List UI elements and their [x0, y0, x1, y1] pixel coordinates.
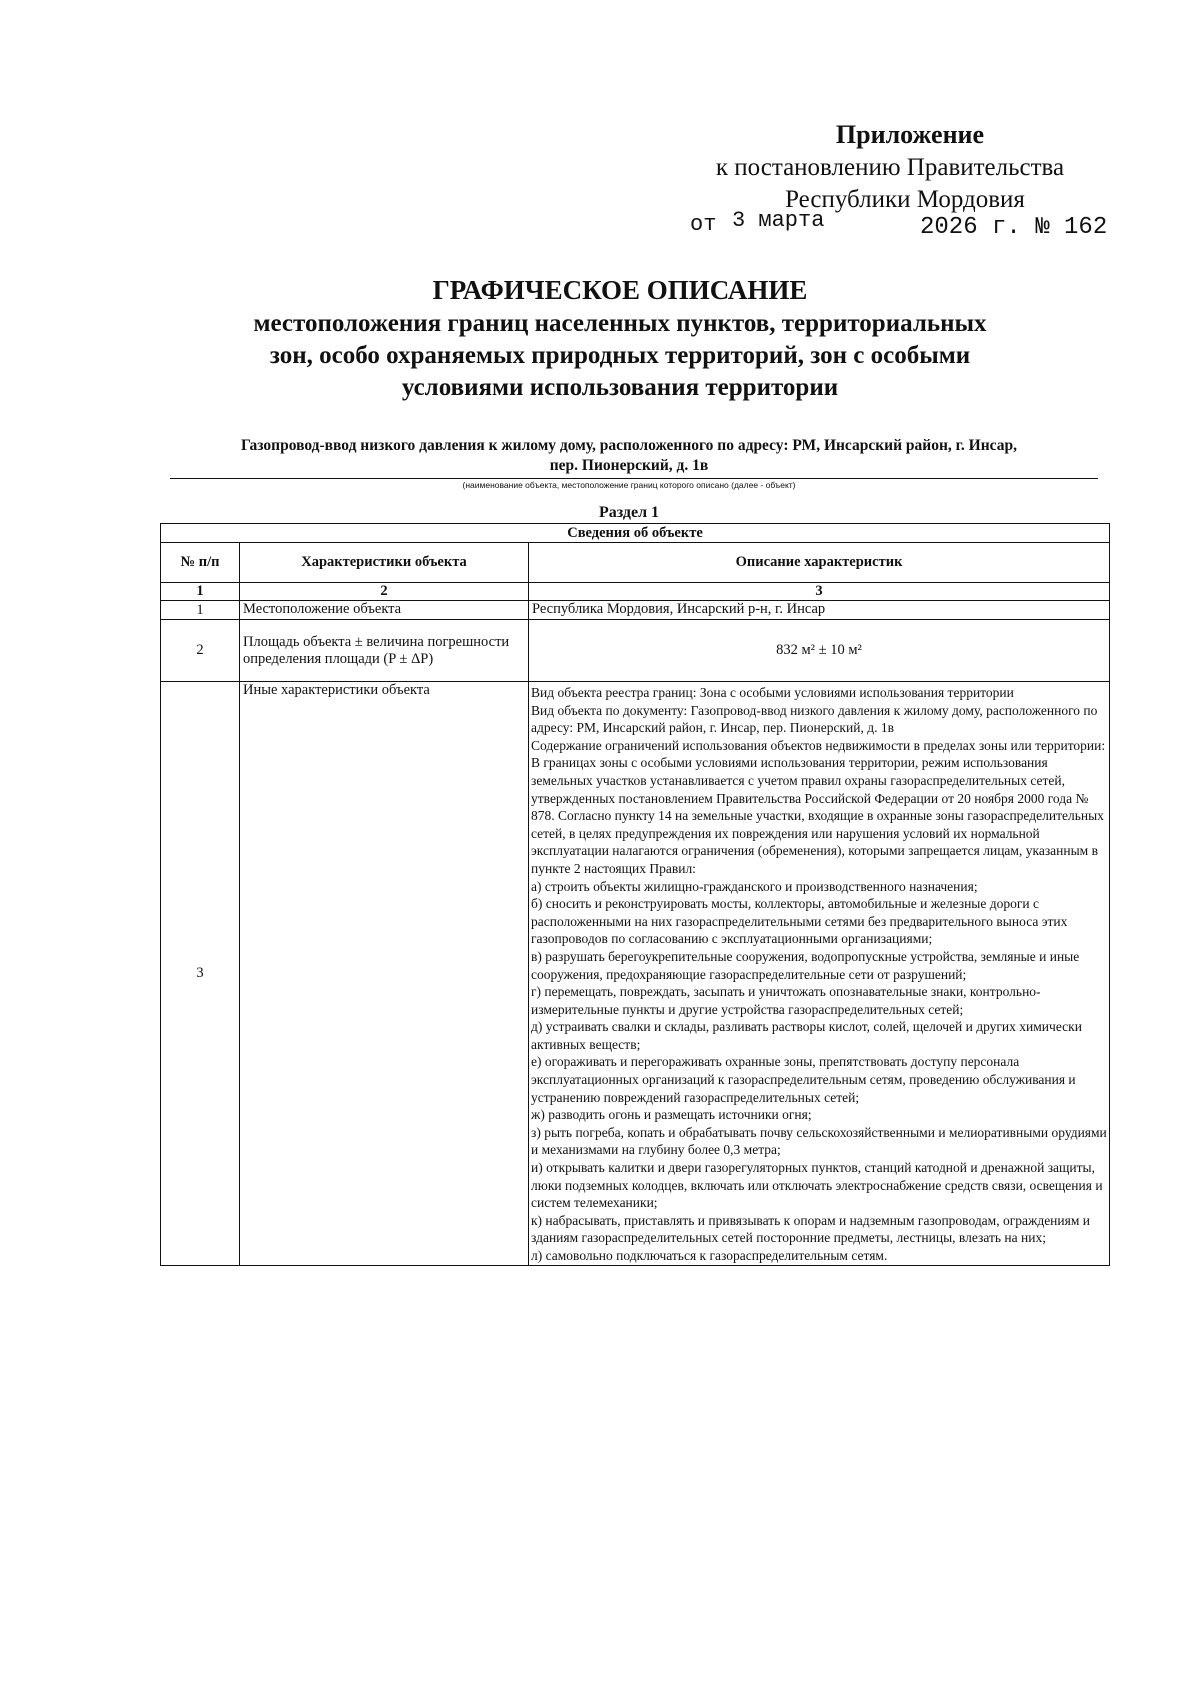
row-num: 1: [161, 601, 240, 620]
appendix-header: [680, 118, 1100, 216]
object-name-line-1: Газопровод-ввод низкого давления к жилому дому, расположенного по адресу: РМ, Инсарский район, г. Инсар,: [241, 437, 1017, 454]
row-characteristic: Местоположение объекта: [240, 601, 529, 620]
desc-paragraph: а) строить объекты жилищно-гражданского и производственного назначения;: [531, 878, 978, 894]
object-caption: (наименование объекта, местоположение границ которого описано (далее - объект): [462, 480, 796, 490]
row-description: Республика Мордовия, Инсарский р-н, г. Инсар: [529, 601, 1110, 620]
desc-paragraph: Вид объекта по документу: Газопровод-ввод низкого давления к жилому дому, расположенного по адресу: РМ, Инсарский район, г. Инсар, пер. Пионерский, д. 1в: [531, 702, 1098, 736]
object-underline: [170, 478, 1098, 479]
header-characteristic: Характеристики объекта: [240, 543, 529, 583]
object-name-line-2: пер. Пионерский, д. 1в: [549, 457, 709, 474]
row-description-restrictions: [529, 682, 1110, 1266]
row-description: 832 м² ± 10 м²: [529, 620, 1110, 682]
header-description: Описание характеристик: [529, 543, 1110, 583]
appendix-line-2: Республики Мордовия: [785, 186, 1025, 213]
title-line-3: условиями использования территории: [401, 374, 839, 401]
desc-paragraph: е) огораживать и перегораживать охранные зоны, препятствовать доступу персонала эксплуатационных организаций к газораспределительным сетям, проведению обслуживания и устранению повреждений газораспределительных сетей;: [531, 1054, 1076, 1105]
row-num: 3: [161, 682, 240, 1266]
date-prefix: от: [690, 212, 717, 237]
table-row: [161, 620, 1110, 682]
table-title: Сведения об объекте: [161, 524, 1110, 543]
desc-paragraph: Содержание ограничений использования объектов недвижимости в пределах зоны или территории: В границах зоны с особыми условиями использования территории, режим использования земельных участков устанавливается с учетом правил охраны газораспределительных сетей, утвержденных постановлением Правительства Российской Федерации от 20 ноября 2000 года № 878. Согласно пункту 14 на земельные участки, входящие в охранные зоны газораспределительных сетей, в целях предупреждения их повреждения или нарушения условий их нормальной эксплуатации налагаются ограничения (обременения), которыми запрещается лицам, указанным в пункте 2 настоящих Правил:: [531, 737, 1106, 876]
object-name: [160, 436, 1098, 476]
header-num: № п/п: [161, 543, 240, 583]
date-year-number: 2026 г. № 162: [920, 214, 1108, 241]
table-row: [161, 682, 1110, 1266]
appendix-line-1: к постановлению Правительства: [715, 154, 1065, 181]
desc-paragraph: з) рыть погреба, копать и обрабатывать почву сельскохозяйственными и мелиоративными орудиями и механизмами на глубину более 0,3 метра;: [531, 1124, 1107, 1158]
date-day: 3 марта: [732, 208, 825, 233]
appendix-title: Приложение: [835, 120, 985, 149]
title-line-1: местоположения границ населенных пунктов, территориальных: [253, 310, 987, 337]
title-line-2: зон, особо охраняемых природных территорий, зон с особыми: [269, 342, 971, 369]
desc-paragraph: к) набрасывать, приставлять и привязывать к опорам и надземным газопроводам, ограждениям и зданиям газораспределительных сетей посторонние предметы, лестницы, влезать на них;: [531, 1212, 1090, 1246]
desc-paragraph: б) сносить и реконструировать мосты, коллекторы, автомобильные и железные дороги с расположенными на них газораспределительными сетями без предварительного выноса этих газопроводов по согласованию с эксплуатационными организациями;: [531, 896, 1068, 947]
desc-paragraph: Вид объекта реестра границ: Зона с особыми условиями использования территории: [531, 685, 1014, 700]
section-label: Раздел 1: [598, 504, 660, 521]
desc-paragraph: в) разрушать берегоукрепительные сооружения, водопропускные устройства, земляные и иные сооружения, предохраняющие газораспределительные сети от разрушений;: [531, 948, 1080, 982]
col-number-2: 2: [240, 583, 529, 601]
row-num: 2: [161, 620, 240, 682]
col-number-1: 1: [161, 583, 240, 601]
desc-paragraph: л) самовольно подключаться к газораспределительным сетям.: [531, 1248, 888, 1263]
table-row: [161, 601, 1110, 620]
object-info-table: [160, 523, 1110, 1266]
col-number-3: 3: [529, 583, 1110, 601]
title-main: ГРАФИЧЕСКОЕ ОПИСАНИЕ: [432, 275, 808, 305]
desc-paragraph: д) устраивать свалки и склады, разливать растворы кислот, солей, щелочей и других химически активных веществ;: [531, 1019, 1082, 1052]
row-characteristic: Иные характеристики объекта: [240, 682, 529, 1266]
desc-paragraph: ж) разводить огонь и размещать источники огня;: [531, 1107, 812, 1123]
document-title: [180, 272, 1060, 404]
desc-paragraph: г) перемещать, повреждать, засыпать и уничтожать опознавательные знаки, контрольно-измерительные пункты и другие устройства газораспределительных сетей;: [531, 984, 1041, 1017]
row-characteristic: Площадь объекта ± величина погрешности определения площади (P ± ΔP): [240, 620, 529, 682]
desc-paragraph: и) открывать калитки и двери газорегуляторных пунктов, станций катодной и дренажной защиты, люки подземных колодцев, включать или отключать электроснабжение средств связи, освещения и систем телемеханики;: [531, 1160, 1103, 1211]
